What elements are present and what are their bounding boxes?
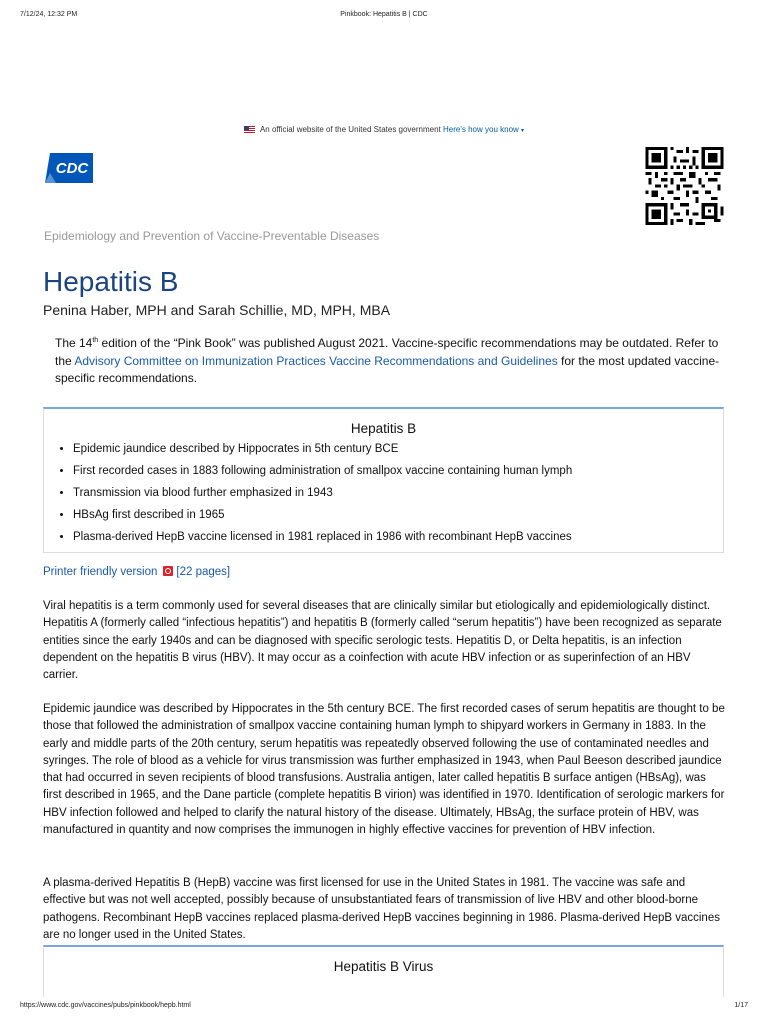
history-paragraph: Epidemic jaundice was described by Hippocrates in the 5th century BCE. The first recorded cases of serum hepatitis are thought to be those that followed the administration of smallpox vaccine containing human lymph to shipyard workers in Germany in 1883. In the early and middle parts of the 20th century, serum hepatitis was repeatedly observed following the use of contaminated needles and syringes. The role of blood as a vehicle for virus transmission was further emphasized in 1943, when Paul Beeson described jaundice that had occurred in seven recipients of blood transfusions. Australia antigen, later called hepatitis B surface antigen (HBsAg), was first described in 1965, and the Dane particle (complete hepatitis B virion) was identified in 1970. Identification of serologic markers for HBV infection followed and helped to clarify the natural history of the disease. Ultimately, HBsAg, the surface protein of HBV, was manufactured in quantity and now comprises the immunogen in highly effective vaccines for prevention of HBV infection. <box>43 703 725 837</box>
section-title[interactable]: Epidemiology and Prevention of Vaccine-Preventable Diseases <box>44 229 380 243</box>
list-item: • Transmission via blood further emphasized in 1943 <box>73 482 572 504</box>
print-page-number: 1/17 <box>734 1002 748 1009</box>
virus-box <box>43 945 724 997</box>
qr-code <box>643 147 726 225</box>
highlights-list <box>56 438 572 548</box>
list-item: • Epidemic jaundice described by Hippocrates in 5th century BCE <box>73 438 572 460</box>
authors: Penina Haber, MPH and Sarah Schillie, MD, MPH, MBA <box>43 302 391 318</box>
gov-banner-text: An official website of the United States government <box>259 125 441 134</box>
pdf-icon <box>163 566 173 576</box>
list-item: • First recorded cases in 1883 following administration of smallpox vaccine containing human lymph <box>73 460 572 482</box>
highlights-box <box>43 407 724 553</box>
printer-friendly-link[interactable]: Printer friendly version <box>43 566 158 578</box>
chevron-down-icon[interactable]: ▾ <box>521 128 525 134</box>
cdc-logo[interactable] <box>44 152 94 184</box>
gov-banner <box>0 125 768 134</box>
notice-text: edition of the “Pink Book” was published August 2021. Vaccine-specific recommendations may be outdated. Refer to the <box>55 336 719 368</box>
virus-heading: Hepatitis B Virus <box>333 959 434 974</box>
printer-friendly <box>43 566 230 578</box>
highlights-heading: Hepatitis B <box>350 421 417 436</box>
heres-how-you-know-link[interactable]: Here's how you know <box>443 125 519 134</box>
notice-superscript: th <box>92 337 99 344</box>
page-title: Hepatitis B <box>43 266 179 297</box>
notice-text: The 14 <box>55 336 93 350</box>
intro-paragraph: Viral hepatitis is a term commonly used for several diseases that are clinically similar but etiologically and epidemiologically distinct. Hepatitis A (formerly called “infectious hepatitis”) and hepatitis B (formerly called “serum hepatitis”) have been recognized as separate entities since the early 1940s and can be diagnosed with specific serologic tests. Hepatitis D, or Delta hepatitis, is an infection dependent on the hepatitis B virus (HBV). It may occur as a coinfection with acute HBV infection or as superinfection of an HBV carrier. <box>43 600 722 682</box>
cdc-logo-text: CDC <box>55 160 89 177</box>
list-item: • Plasma-derived HepB vaccine licensed in 1981 replaced in 1986 with recombinant HepB vaccines <box>73 526 572 548</box>
list-item: • HBsAg first described in 1965 <box>73 504 572 526</box>
pdf-pages-link[interactable]: [22 pages] <box>176 566 231 578</box>
print-page-title: Pinkbook: Hepatitis B | CDC <box>340 11 428 18</box>
print-timestamp: 7/12/24, 12:32 PM <box>20 11 78 18</box>
print-url: https://www.cdc.gov/vaccines/pubs/pinkbook/hepb.html <box>20 1002 191 1009</box>
acip-recommendations-link[interactable]: Advisory Committee on Immunization Practices Vaccine Recommendations and Guidelines <box>74 353 558 368</box>
edition-notice <box>55 332 725 388</box>
vaccine-paragraph: A plasma-derived Hepatitis B (HepB) vaccine was first licensed for use in the United States in 1981. The vaccine was safe and effective but was not well accepted, possibly because of unsubstantiated fears of transmission of live HBV and other blood-borne pathogens. Recombinant HepB vaccines replaced plasma-derived HepB vaccines beginning in 1986. Plasma-derived HepB vaccines are no longer used in the United States. <box>43 877 720 941</box>
us-flag-icon <box>244 126 255 133</box>
notice-text: for the most updated vaccine-specific recommendations. <box>55 353 720 385</box>
